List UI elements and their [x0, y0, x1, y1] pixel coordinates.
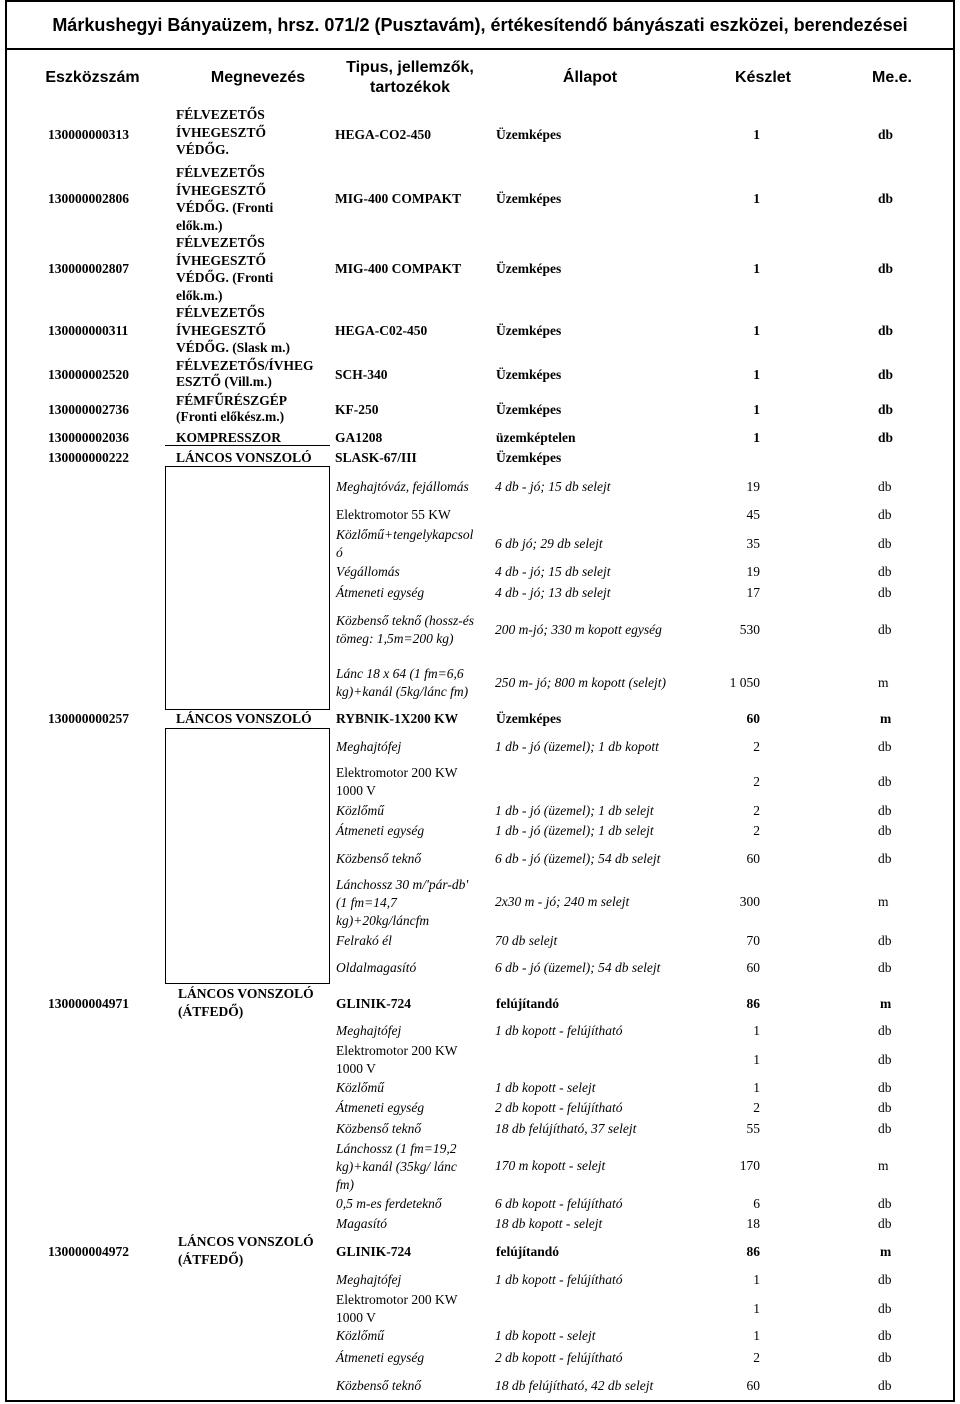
part-name-line: Meghajtófej: [336, 739, 402, 754]
asset-state: Üzemképes: [496, 367, 562, 382]
part-qty: 18: [746, 1216, 760, 1231]
part-unit: db: [878, 585, 892, 600]
asset-type: KF-250: [335, 402, 379, 417]
asset-qty: 1: [753, 367, 760, 382]
asset-name-line: FÉLVEZETŐS/ÍVHEG: [176, 358, 314, 373]
part-name-line: Közbenső teknő: [336, 1121, 422, 1136]
asset-unit: db: [878, 323, 894, 338]
part-qty: 1: [753, 1328, 760, 1343]
part-unit: db: [878, 803, 892, 818]
asset-name-line: LÁNCOS VONSZOLÓ: [176, 450, 312, 465]
part-qty: 2: [753, 803, 760, 818]
part-qty: 60: [746, 851, 760, 866]
part-qty: 6: [753, 1196, 760, 1211]
part-unit: db: [878, 1272, 892, 1287]
part-unit: db: [878, 933, 892, 948]
asset-name: LÁNCOS VONSZOLÓ: [176, 711, 312, 726]
part-unit: db: [878, 1196, 892, 1211]
asset-id: 130000002036: [48, 430, 129, 445]
asset-unit: m: [880, 1244, 892, 1259]
part-qty: 2: [753, 1100, 760, 1115]
part-unit: db: [878, 1023, 892, 1038]
part-unit: db: [878, 1328, 892, 1343]
part-name-line: Elektromotor 200 KW: [336, 765, 458, 780]
part-note: 18 db felújítható, 42 db selejt: [495, 1378, 654, 1393]
part-note: 250 m- jó; 800 m kopott (selejt): [495, 674, 666, 690]
asset-unit: db: [878, 127, 894, 142]
asset-type: MIG-400 COMPAKT: [335, 191, 462, 206]
part-qty: 35: [746, 535, 760, 551]
document-frame: [5, 0, 955, 1402]
asset-unit: m: [880, 711, 892, 726]
part-name-line: Elektromotor 200 KW: [336, 1292, 458, 1307]
asset-type: GA1208: [335, 430, 383, 445]
asset-unit: db: [878, 261, 894, 276]
part-unit: m: [878, 674, 889, 690]
part-note: 1 db - jó (üzemel); 1 db selejt: [495, 823, 654, 838]
part-qty: 19: [746, 479, 760, 494]
part-note: 70 db selejt: [495, 933, 558, 948]
asset-id: 130000002807: [48, 261, 129, 276]
part-name-line: Közlőmű: [336, 1080, 385, 1095]
part-unit: db: [878, 823, 892, 838]
part-qty: 60: [746, 960, 760, 975]
asset-unit: db: [878, 402, 894, 417]
header-stock: Készlet: [734, 69, 792, 86]
part-name-line: Felrakó él: [336, 933, 392, 948]
part-note: 1 db kopott - selejt: [495, 1080, 596, 1095]
part-unit: db: [878, 1378, 892, 1393]
asset-type: HEGA-C02-450: [335, 323, 428, 338]
part-name-line: Közbenső teknő (hossz-és: [336, 613, 474, 628]
part-note: 1 db kopott - selejt: [495, 1328, 596, 1343]
part-qty: 2: [753, 739, 760, 754]
asset-qty: 60: [746, 711, 760, 726]
asset-state: Üzemképes: [496, 711, 562, 726]
asset-type: SCH-340: [335, 367, 388, 382]
part-name-line: kg)+kanál (5kg/lánc fm): [336, 684, 469, 700]
asset-type: RYBNIK-1X200 KW: [336, 711, 459, 726]
part-unit: db: [878, 1216, 892, 1231]
asset-state: felújítandó: [496, 1244, 560, 1259]
part-note: 2 db kopott - felújítható: [495, 1350, 623, 1365]
part-name-line: Meghajtóváz, fejállomás: [336, 479, 469, 494]
part-unit: db: [878, 773, 892, 789]
asset-name-line: FÉMFŰRÉSZGÉP: [176, 393, 288, 408]
part-unit: db: [878, 960, 892, 975]
asset-name-line: VÉDŐG. (Slask m.): [176, 340, 291, 355]
part-name-line: Közlőmű: [336, 1328, 385, 1343]
asset-id: 130000002806: [48, 191, 129, 206]
asset-name-line: FÉLVEZETŐS: [176, 305, 265, 320]
header-name: Megnevezés: [210, 69, 306, 86]
asset-name-line: ÍVHEGESZTŐ: [176, 252, 267, 268]
slask-parts-box: [165, 466, 330, 710]
asset-name-line: VÉDŐG. (Fronti: [176, 200, 274, 215]
part-name-line: Oldalmagasító: [336, 960, 417, 975]
asset-name-line: LÁNCOS VONSZOLÓ: [178, 1234, 314, 1249]
part-note: 6 db kopott - felújítható: [495, 1196, 623, 1211]
asset-state: Üzemképes: [496, 261, 562, 276]
part-qty: 45: [746, 507, 760, 522]
asset-name-line: (Fronti előkész.m.): [176, 409, 285, 424]
asset-qty: 86: [746, 1244, 760, 1259]
part-note: 1 db kopott - felújítható: [495, 1272, 623, 1287]
part-name-line: Meghajtófej: [336, 1023, 402, 1038]
part-name-line: kg)+20kg/láncfm: [336, 913, 430, 929]
asset-id: 130000000311: [48, 323, 129, 338]
part-qty: 1: [753, 1080, 760, 1095]
asset-unit: db: [878, 367, 894, 382]
header-state: Állapot: [562, 69, 618, 86]
part-qty: 2: [753, 823, 760, 838]
asset-state: Üzemképes: [496, 323, 562, 338]
asset-id: 130000002736: [48, 402, 129, 417]
part-qty: 2: [753, 773, 760, 789]
asset-id: 130000004972: [48, 1244, 129, 1259]
part-note: 1 db - jó (üzemel); 1 db kopott: [495, 739, 659, 754]
part-note: 6 db - jó (üzemel); 54 db selejt: [495, 960, 661, 975]
part-name-line: Végállomás: [336, 564, 400, 579]
asset-name-line: ÍVHEGESZTŐ: [176, 124, 267, 140]
part-name-line: Átmeneti egység: [336, 823, 425, 838]
part-name-line: tömeg: 1,5m=200 kg): [336, 631, 454, 647]
part-note: 2x30 m - jó; 240 m selejt: [495, 894, 630, 909]
part-name-line: ó: [336, 545, 343, 561]
part-name-line: Elektromotor 55 KW: [336, 507, 451, 522]
asset-name-line: (ÁTFEDŐ): [178, 1252, 244, 1267]
part-name-line: Átmeneti egység: [336, 585, 425, 600]
part-unit: db: [878, 1350, 892, 1365]
asset-name-line: VÉDŐG. (Fronti: [176, 270, 274, 285]
part-qty: 1 050: [729, 674, 760, 690]
part-note: 18 db kopott - selejt: [495, 1216, 603, 1231]
part-name-line: Közlőmű: [336, 803, 385, 818]
part-qty: 1: [753, 1051, 760, 1067]
asset-state: Üzemképes: [496, 191, 562, 206]
part-name-line: Átmeneti egység: [336, 1350, 425, 1365]
asset-name-line: KOMPRESSZOR: [176, 430, 282, 445]
part-qty: 19: [746, 564, 760, 579]
part-qty: 530: [739, 621, 760, 637]
asset-qty: 1: [753, 261, 760, 276]
page-title: Márkushegyi Bányaüzem, hrsz. 071/2 (Pusztavám), értékesítendő bányászati eszközei, berendezései: [5, 0, 955, 50]
part-note: 6 db - jó (üzemel); 54 db selejt: [495, 851, 661, 866]
asset-type: GLINIK-724: [336, 996, 412, 1011]
part-name-line: Közlőmű+tengelykapcsol: [336, 527, 474, 542]
asset-id: 130000002520: [48, 367, 129, 382]
asset-type: SLASK-67/III: [335, 450, 417, 465]
part-unit: db: [878, 1100, 892, 1115]
asset-name-line: ÍVHEGESZTŐ: [176, 182, 267, 198]
part-qty: 1: [753, 1272, 760, 1287]
asset-qty: 1: [753, 323, 760, 338]
part-name-line: 1000 V: [336, 783, 376, 799]
part-qty: 170: [739, 1158, 760, 1173]
part-unit: db: [878, 739, 892, 754]
asset-state: Üzemképes: [496, 450, 562, 465]
part-name-line: 1000 V: [336, 1310, 376, 1326]
part-note: 4 db - jó; 15 db selejt: [495, 479, 611, 494]
asset-state: üzemképtelen: [496, 430, 576, 445]
asset-name-line: LÁNCOS VONSZOLÓ: [178, 986, 314, 1001]
asset-qty: 1: [753, 191, 760, 206]
asset-type: HEGA-CO2-450: [335, 127, 431, 142]
part-note: 6 db jó; 29 db selejt: [495, 535, 603, 551]
header-unit: Me.e.: [871, 69, 912, 86]
part-qty: 70: [746, 933, 760, 948]
asset-qty: 1: [753, 127, 760, 142]
part-note: 200 m-jó; 330 m kopott egység: [495, 621, 662, 637]
asset-id: 130000004971: [48, 996, 129, 1011]
part-unit: db: [878, 851, 892, 866]
part-name-line: Lánchossz 30 m/'pár-db': [336, 877, 469, 892]
part-unit: db: [878, 535, 892, 551]
part-unit: db: [878, 1300, 892, 1316]
part-name-line: fm): [336, 1177, 354, 1193]
part-note: 18 db felújítható, 37 selejt: [495, 1121, 637, 1136]
header-type: Tipus, jellemzők, tartozékok: [346, 59, 474, 96]
part-unit: m: [878, 894, 889, 909]
part-name-line: Közbenső teknő: [336, 1378, 422, 1393]
asset-type: GLINIK-724: [336, 1244, 412, 1259]
part-name-line: Magasító: [336, 1216, 388, 1231]
asset-state: felújítandó: [496, 996, 560, 1011]
asset-name-line: FÉLVEZETŐS: [176, 165, 265, 180]
header-id: Eszközszám: [45, 69, 140, 86]
part-qty: 1: [753, 1300, 760, 1316]
part-name-line: 0,5 m-es ferdeteknő: [336, 1196, 442, 1211]
asset-name-line: elők.m.): [176, 217, 223, 233]
part-unit: db: [878, 507, 892, 522]
part-name-line: Lánchossz (1 fm=19,2: [336, 1141, 457, 1156]
part-unit: db: [878, 564, 892, 579]
part-qty: 60: [746, 1378, 760, 1393]
part-qty: 55: [746, 1121, 760, 1136]
asset-qty: 86: [746, 996, 760, 1011]
asset-state: Üzemképes: [496, 127, 562, 142]
asset-name-line: ÍVHEGESZTŐ: [176, 322, 267, 338]
asset-qty: 1: [753, 402, 760, 417]
asset-name-line: FÉLVEZETŐS: [176, 107, 265, 122]
part-name-line: Lánc 18 x 64 (1 fm=6,6: [336, 666, 464, 681]
part-unit: db: [878, 1080, 892, 1095]
part-unit: db: [878, 1121, 892, 1136]
part-qty: 2: [753, 1350, 760, 1365]
asset-name-line: elők.m.): [176, 287, 223, 303]
part-unit: db: [878, 621, 892, 637]
part-name-line: Közbenső teknő: [336, 851, 422, 866]
asset-id: 130000000313: [48, 127, 129, 142]
part-unit: db: [878, 479, 892, 494]
part-name-line: Elektromotor 200 KW: [336, 1043, 458, 1058]
part-name-line: 1000 V: [336, 1061, 376, 1077]
asset-name-line: VÉDŐG.: [176, 142, 229, 157]
part-qty: 1: [753, 1023, 760, 1038]
part-note: 2 db kopott - felújítható: [495, 1100, 623, 1115]
asset-name-line: (ÁTFEDŐ): [178, 1004, 244, 1019]
asset-unit: db: [878, 191, 894, 206]
part-note: 1 db - jó (üzemel); 1 db selejt: [495, 803, 654, 818]
asset-type: MIG-400 COMPAKT: [335, 261, 462, 276]
asset-state: Üzemképes: [496, 402, 562, 417]
part-note: 4 db - jó; 13 db selejt: [495, 585, 611, 600]
part-note: 170 m kopott - selejt: [495, 1158, 606, 1173]
part-note: 4 db - jó; 15 db selejt: [495, 564, 611, 579]
part-name-line: Meghajtófej: [336, 1272, 402, 1287]
part-name-line: kg)+kanál (35kg/ lánc: [336, 1159, 457, 1175]
part-name-line: (1 fm=14,7: [336, 895, 397, 911]
asset-name-line: FÉLVEZETŐS: [176, 235, 265, 250]
part-name-line: Átmeneti egység: [336, 1100, 425, 1115]
asset-id: 130000000257: [48, 711, 129, 726]
asset-qty: 1: [753, 430, 760, 445]
part-note: 1 db kopott - felújítható: [495, 1023, 623, 1038]
asset-unit: db: [878, 430, 894, 445]
rybnik-parts-box: [165, 728, 330, 984]
part-unit: m: [878, 1158, 889, 1173]
asset-unit: m: [880, 996, 892, 1011]
asset-id: 130000000222: [48, 450, 129, 465]
part-unit: db: [878, 1051, 892, 1067]
asset-name-line: ESZTŐ (Vill.m.): [176, 374, 272, 389]
part-qty: 300: [739, 894, 760, 909]
part-qty: 17: [746, 585, 760, 600]
